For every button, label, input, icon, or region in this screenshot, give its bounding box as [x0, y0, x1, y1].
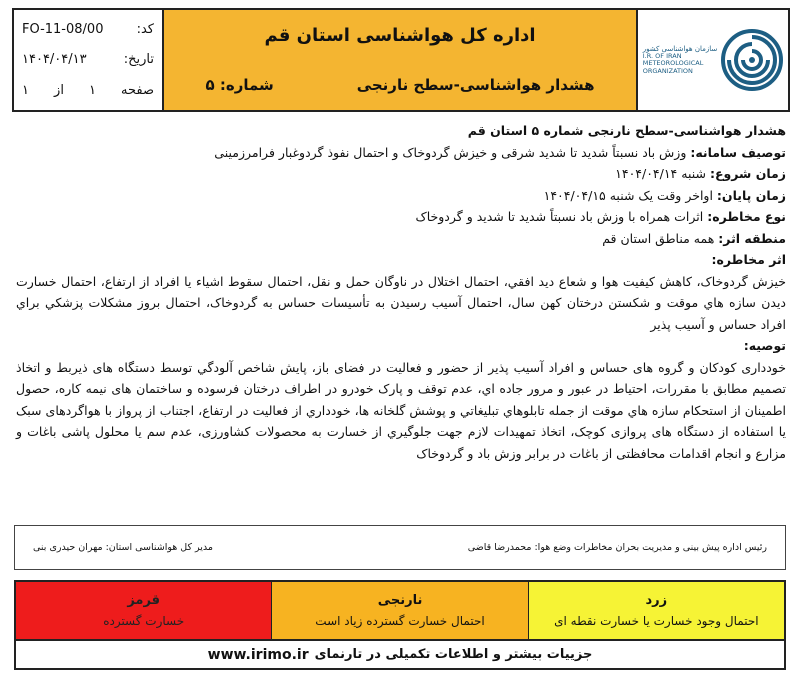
logo-text [643, 45, 718, 75]
start-text: شنبه ۱۴۰۴/۰۴/۱۴ [615, 166, 706, 181]
advice-label: توصیه: [743, 338, 786, 353]
logo-org-en-2: METEOROLOGICAL [642, 59, 704, 68]
page-of: از [54, 83, 64, 99]
date-value: ۱۴۰۴/۰۴/۱۳ [22, 52, 87, 68]
end-line [16, 185, 786, 207]
date-row [22, 52, 154, 67]
page-row [22, 83, 154, 98]
area-text: همه مناطق استان قم [602, 230, 715, 246]
description-text: وزش باد نسبتاً شدید تا شدید شرقی و خیزش گردوخاک و احتمال نفوذ گردوغبار فرامرزمینی [214, 144, 687, 160]
forecast-head-signature [468, 542, 767, 553]
effect-label: اثر مخاطره: [711, 252, 786, 267]
footer-text: جزییات بیشتر و اطلاعات تکمیلی در تارنمای [314, 647, 593, 662]
warning-subtitle-row [164, 60, 636, 110]
start-line [16, 163, 786, 185]
meteorological-organization-logo-icon [721, 29, 783, 91]
area-label: منطقه اثر: [718, 230, 786, 246]
description-line [16, 142, 786, 164]
director-name: مهران حیدری بنی [33, 542, 103, 553]
document-header [12, 8, 790, 112]
office-title: اداره کل هواشناسی استان قم [264, 24, 536, 46]
website-link[interactable]: www.irimo.ir [207, 646, 309, 663]
warning-levels-table [14, 580, 786, 670]
advice-text: خودداری کودکان و گروه های حساس و افراد آسيب پذير از حضور و فعاليت در فضای باز، پايش شاخص آلودگي توسط دستگاه های ذيربط و اتخاذ تصميم مطابق با مقررات، احتياط در عبور و مرور جاده اي، عدم توقف و پارک خودرو در اطراف درختان فرسوده و ساختمان های نيمه کاره، حصول اطمينان از استحکام سازه هاي موقت از جمله تابلوهاي تبليغاتي و پوشش گلخانه ها، خودداري از فعاليت در ارتفاع، اجتناب از پرواز با هواگردهای سبک یا استفاده از دستگاه های پروازی کوچک، اتخاذ تمهيدات لازم جهت جلوگيري از خسارت به محصولات کشاورزی، عدم سم يا محلول پاشی باغات و مزارع و انجام اقدامات محافظتی از باغات در برابر وزش باد و گردوخاک [16, 359, 786, 461]
warning-heading: هشدار هواشناسی-سطح نارنجی شماره ۵ استان قم [467, 123, 786, 138]
level-yellow-desc: احتمال وجود خسارت یا خسارت نقطه ای [554, 613, 759, 628]
date-label: تاریخ: [123, 52, 154, 68]
page-label: صفحه [121, 83, 154, 99]
levels-footer [16, 639, 784, 668]
level-red-desc: خسارت گسترده [103, 613, 185, 628]
page-total: ۱ [22, 83, 29, 99]
code-label: کد: [136, 21, 154, 37]
director-signature [33, 542, 213, 553]
signature-box [14, 525, 786, 570]
level-yellow [528, 582, 784, 639]
logo-org-en-1: I.R. OF IRAN [642, 51, 682, 60]
title-cell [164, 10, 636, 110]
director-label: مدیر کل هواشناسی استان: [105, 542, 214, 553]
warning-body [16, 120, 786, 464]
level-orange-name: نارنجی [377, 592, 423, 608]
warning-number: شماره: ۵ [205, 76, 274, 94]
level-yellow-name: زرد [645, 592, 668, 608]
forecast-head-label: رئیس اداره پیش بینی و مدیریت بحران مخاطرات وضع هوا: [534, 542, 767, 553]
area-line [16, 228, 786, 250]
code-value: FO-11-08/00 [22, 21, 104, 37]
logo-cell [636, 10, 788, 110]
hazard-text: اثرات همراه با وزش باد نسبتاً شدید تا شدید و گردوخاک [415, 209, 704, 224]
logo-org-fa: سازمان هواشناسی کشور [642, 44, 718, 53]
level-red [16, 582, 271, 639]
page-current: ۱ [88, 83, 96, 99]
code-row [22, 22, 154, 37]
hazard-label: نوع مخاطره: [707, 209, 786, 224]
warning-subtitle: هشدار هواشناسی-سطح نارنجی [356, 76, 595, 94]
level-orange [271, 582, 527, 639]
start-label: زمان شروع: [709, 166, 786, 181]
level-orange-desc: احتمال خسارت گسترده زیاد است [315, 613, 485, 628]
description-label: توصیف سامانه: [690, 144, 786, 160]
end-label: زمان پایان: [716, 187, 786, 203]
effect-text: خیزش گردوخاک، کاهش کیفیت هوا و شعاع دید افقي، احتمال اختلال در ناوگان حمل و نقل، احتمال سقوط اشياء يا افراد از ارتفاع، احتمال خسارت ديدن سازه هاي موقت و شکستن درختان کهن سال، احتمال آسيب رسيدن به تأسيسات حساس به گردوخاک، احتمال بروز مشکلات پزشکي براي افراد حساس و آسيب پذير [16, 273, 786, 332]
level-red-name: قرمز [127, 592, 161, 608]
levels-row [16, 582, 784, 639]
hazard-line [16, 206, 786, 228]
forecast-head-name: محمدرضا قاضی [467, 542, 532, 553]
end-text: اواخر وقت یک شنبه ۱۴۰۴/۰۴/۱۵ [543, 187, 713, 203]
meta-cell [14, 10, 164, 110]
logo-org-en-3: ORGANIZATION [642, 66, 693, 75]
